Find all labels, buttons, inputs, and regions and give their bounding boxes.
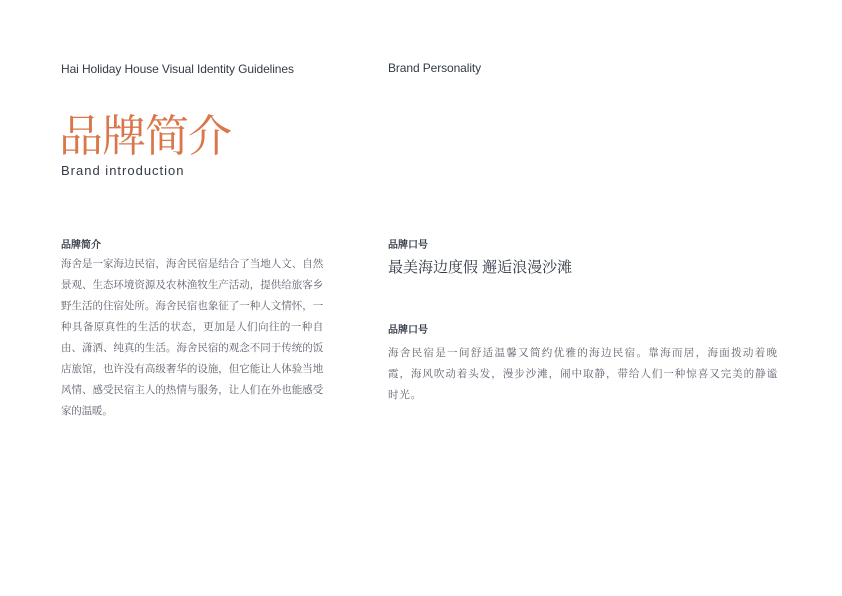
page-subtitle: Brand introduction <box>61 163 185 178</box>
slogan-text: 最美海边度假 邂逅浪漫沙滩 <box>388 259 573 276</box>
page-title: 品牌简介 <box>59 112 231 161</box>
document-title: Hai Holiday House Visual Identity Guidelines <box>61 62 294 76</box>
slogan-heading: 品牌口号 <box>388 240 428 251</box>
description-paragraph: 海舍民宿是一间舒适温馨又简约优雅的海边民宿。靠海而居，海面拨动着晚霞，海风吹动着头发，漫步沙滩，闹中取静，带给人们一种惊喜又完美的静谧时光。 <box>388 347 778 401</box>
intro-paragraph: 海舍是一家海边民宿，海舍民宿是结合了当地人文、自然景观、生态环境资源及农林渔牧生产活动，提供给旅客乡野生活的住宿处所。海舍民宿也象征了一种人文情怀，一种具备原真性的生活的状态，更加是人们向往的一种自由、潇洒、纯真的生活。海舍民宿的观念不同于传统的饭店旅馆，也许没有高级奢华的设施，但它能让人体验当地风情、感受民宿主人的热情与服务，让人们在外也能感受家的温暖。 <box>61 258 323 417</box>
description-heading: 品牌口号 <box>388 325 428 336</box>
intro-heading: 品牌简介 <box>61 240 101 251</box>
section-label: Brand Personality <box>388 61 482 75</box>
